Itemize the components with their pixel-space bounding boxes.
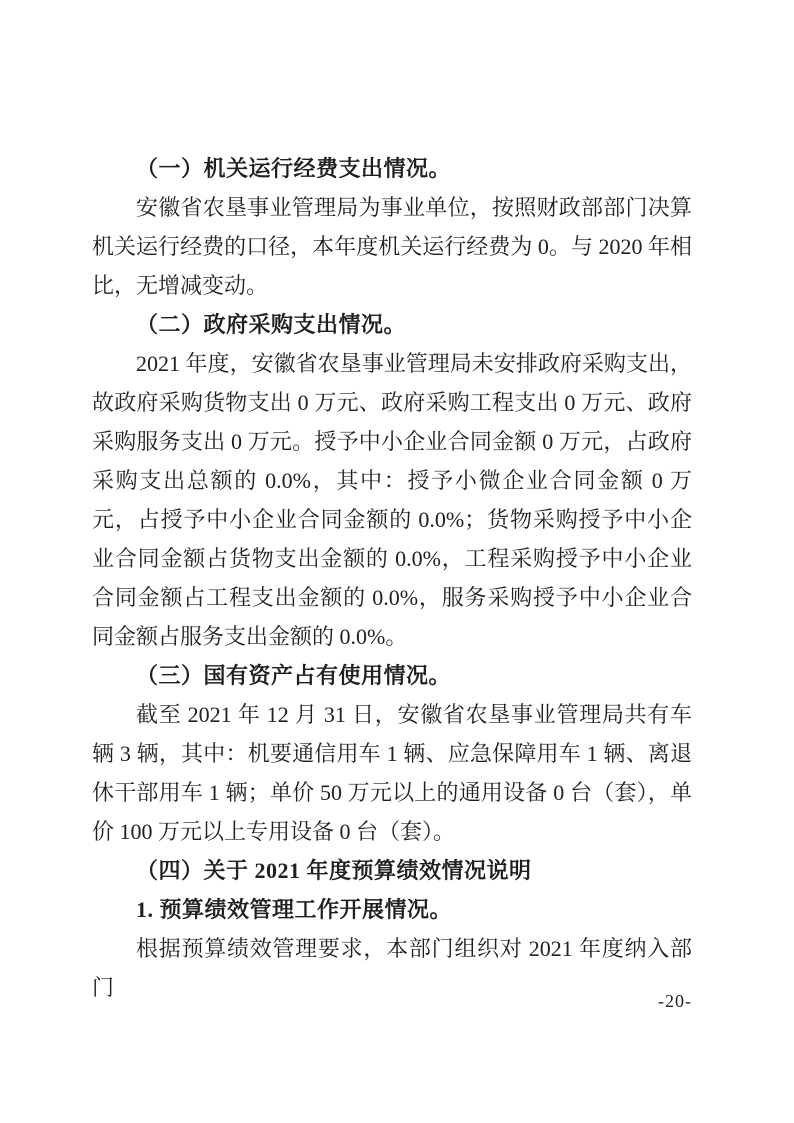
paragraph-performance-management-intro: 根据预算绩效管理要求，本部门组织对 2021 年度纳入部门	[92, 936, 692, 1000]
page-number: -20-	[658, 991, 692, 1011]
section-heading-agency-operating-expense: （一）机关运行经费支出情况。	[136, 156, 452, 181]
subsection-heading-performance-management: 1. 预算绩效管理工作开展情况。	[136, 897, 453, 922]
document-body	[92, 149, 692, 1007]
paragraph-government-procurement: 2021 年度，安徽省农垦事业管理局未安排政府采购支出，故政府采购货物支出 0 万元、政府采购工程支出 0 万元、政府采购服务支出 0 万元。授予中小企业合同金额 0 万元，占政府采购支出总额的 0.0%，其中：授予小微企业合同金额 0 万元，占授予中小企业合同金额的 0.0%；货物采购授予中小企业合同金额占货物支出金额的 0.0%，工程采购授予中小企业合同金额占工程支出金额的 0.0%，服务采购授予中小企业合同金额占服务支出金额的 0.0%。	[92, 351, 692, 649]
paragraph-agency-operating-expense: 安徽省农垦事业管理局为事业单位，按照财政部部门决算机关运行经费的口径，本年度机关运行经费为 0。与 2020 年相比，无增减变动。	[92, 195, 692, 298]
paragraph-state-owned-assets: 截至 2021 年 12 月 31 日，安徽省农垦事业管理局共有车辆 3 辆，其中：机要通信用车 1 辆、应急保障用车 1 辆、离退休干部用车 1 辆；单价 50 万元以上的通用设备 0 台（套），单价 100 万元以上专用设备 0 台（套）。	[92, 702, 692, 844]
section-heading-state-owned-assets: （三）国有资产占有使用情况。	[136, 663, 452, 688]
section-heading-budget-performance: （四）关于 2021 年度预算绩效情况说明	[136, 858, 532, 883]
section-heading-government-procurement: （二）政府采购支出情况。	[136, 312, 407, 337]
